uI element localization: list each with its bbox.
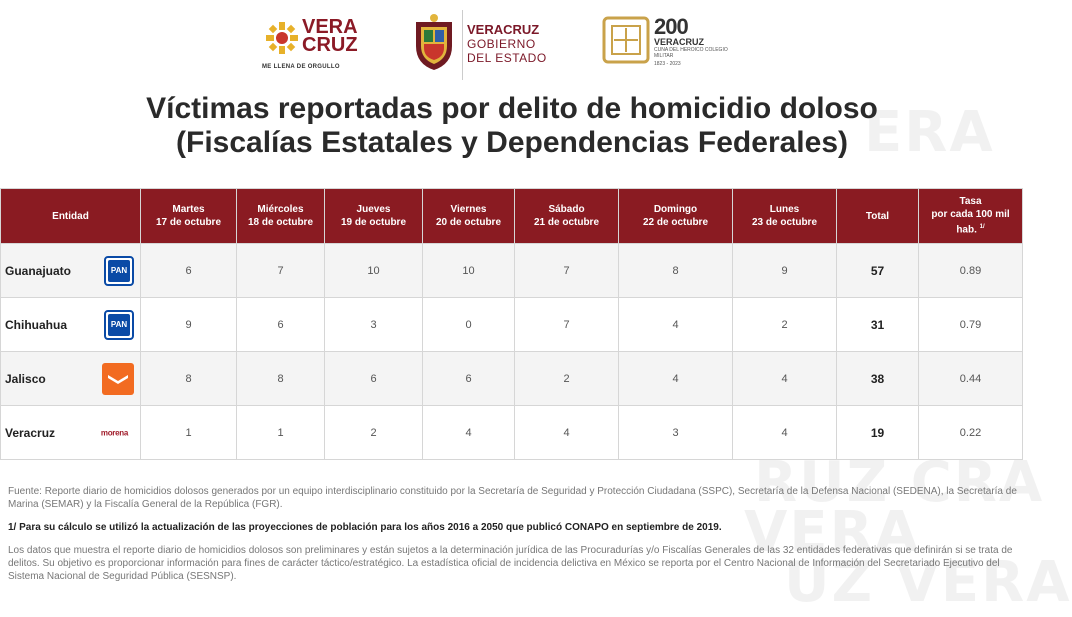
homicide-table bbox=[0, 188, 1023, 460]
pan-party-icon: PAN bbox=[104, 310, 134, 340]
table-row bbox=[1, 298, 1023, 352]
header-logos bbox=[0, 10, 1024, 80]
sun-icon bbox=[266, 22, 298, 54]
value-cell: 4 bbox=[619, 352, 733, 406]
table-header-row bbox=[1, 189, 1023, 244]
total-cell: 57 bbox=[837, 244, 919, 298]
logo-divider bbox=[462, 10, 463, 80]
morena-party-logo: morena bbox=[100, 428, 128, 437]
bicentenario-name: VERACRUZ bbox=[654, 37, 705, 47]
entidad-cell: Chihuahua PAN bbox=[1, 298, 141, 352]
value-cell: 4 bbox=[733, 406, 837, 460]
bicentenario-years: 1823 - 2023 bbox=[654, 61, 681, 67]
page-title bbox=[0, 92, 1024, 160]
tasa-cell: 0.44 bbox=[919, 352, 1023, 406]
value-cell: 7 bbox=[237, 244, 325, 298]
tasa-cell: 0.79 bbox=[919, 298, 1023, 352]
value-cell: 2 bbox=[515, 352, 619, 406]
title-line-1: Víctimas reportadas por delito de homicidio doloso bbox=[146, 92, 878, 125]
value-cell: 4 bbox=[515, 406, 619, 460]
value-cell: 1 bbox=[141, 406, 237, 460]
value-cell: 10 bbox=[423, 244, 515, 298]
coat-of-arms-icon bbox=[410, 12, 458, 72]
colegio-militar-emblem-icon bbox=[602, 16, 650, 64]
value-cell: 4 bbox=[619, 298, 733, 352]
veracruz-logo bbox=[262, 10, 372, 80]
header-total: Total bbox=[837, 189, 919, 244]
header-day: Viernes 20 de octubre bbox=[423, 189, 515, 244]
header-day: Lunes 23 de octubre bbox=[733, 189, 837, 244]
value-cell: 7 bbox=[515, 298, 619, 352]
value-cell: 7 bbox=[515, 244, 619, 298]
entidad-cell: Veracruz morena bbox=[1, 406, 141, 460]
value-cell: 8 bbox=[237, 352, 325, 406]
entidad-cell: Guanajuato PAN bbox=[1, 244, 141, 298]
veracruz-wordmark: VERA CRUZ bbox=[302, 16, 358, 56]
entidad-cell: Jalisco bbox=[1, 352, 141, 406]
value-cell: 9 bbox=[733, 244, 837, 298]
tasa-cell: 0.22 bbox=[919, 406, 1023, 460]
background-watermark: ERA RUZ CRA VERA UZ VERA bbox=[744, 100, 1072, 615]
value-cell: 2 bbox=[733, 298, 837, 352]
gobierno-line3: DEL ESTADO bbox=[467, 51, 547, 65]
pan-party-icon: PAN bbox=[104, 256, 134, 286]
value-cell: 10 bbox=[325, 244, 423, 298]
bicentenario-number: 200 bbox=[654, 14, 688, 39]
value-cell: 8 bbox=[619, 244, 733, 298]
value-cell: 6 bbox=[237, 298, 325, 352]
header-day: Sábado 21 de octubre bbox=[515, 189, 619, 244]
gobierno-line1: VERACRUZ bbox=[467, 22, 540, 37]
disclaimer-note: Los datos que muestra el reporte diario de homicidios dolosos son preliminares y están sujetos a la determinación jurídica de las Procuradurías y/o Fiscalías Generales de las 32 entidades federativas que definirán si se trata de delitos. Su objetivo es proporcionar información para fines de carácter táctico/estratégico. La estadística oficial de incidencia delictiva en México se reporta por el Centro Nacional de Información del Secretariado Ejecutivo del Sistema Nacional de Seguridad Pública (SESNSP). bbox=[8, 545, 1013, 582]
total-cell: 31 bbox=[837, 298, 919, 352]
total-cell: 19 bbox=[837, 406, 919, 460]
tasa-cell: 0.89 bbox=[919, 244, 1023, 298]
header-tasa: Tasa por cada 100 mil hab. $^{1/}$ bbox=[919, 189, 1023, 244]
header-day: Miércoles 18 de octubre bbox=[237, 189, 325, 244]
value-cell: 1 bbox=[237, 406, 325, 460]
value-cell: 2 bbox=[325, 406, 423, 460]
value-cell: 9 bbox=[141, 298, 237, 352]
table-row bbox=[1, 244, 1023, 298]
gobierno-line2: GOBIERNO bbox=[467, 37, 536, 51]
title-line-2: (Fiscalías Estatales y Dependencias Federales) bbox=[176, 126, 848, 159]
veracruz-slogan: ME LLENA DE ORGULLO bbox=[262, 64, 340, 70]
mc-party-icon bbox=[102, 363, 134, 395]
bicentenario-subtitle: CUNA DEL HEROICO COLEGIO MILITAR bbox=[654, 47, 728, 59]
value-cell: 4 bbox=[733, 352, 837, 406]
header-day: Domingo 22 de octubre bbox=[619, 189, 733, 244]
mc-bird-icon bbox=[107, 372, 129, 386]
value-cell: 6 bbox=[325, 352, 423, 406]
value-cell: 6 bbox=[141, 244, 237, 298]
value-cell: 4 bbox=[423, 406, 515, 460]
table-row bbox=[1, 352, 1023, 406]
total-cell: 38 bbox=[837, 352, 919, 406]
source-note: Fuente: Reporte diario de homicidios dolosos generados por un equipo interdisciplinario constituido por la Secretaría de Seguridad y Protección Ciudadana (SSPC), Secretaría de la Defensa Nacional (SEDENA), la Secretaría de Marina (SEMAR) y la Fiscalía General de la República (FGR). bbox=[8, 486, 1017, 510]
footer-notes bbox=[8, 485, 1018, 593]
footnote-1: 1/ Para su cálculo se utilizó la actualización de las proyecciones de población para los años 2016 a 2050 que publicó CONAPO en septiembre de 2019. bbox=[8, 522, 722, 533]
value-cell: 3 bbox=[325, 298, 423, 352]
header-day: Martes 17 de octubre bbox=[141, 189, 237, 244]
value-cell: 6 bbox=[423, 352, 515, 406]
value-cell: 3 bbox=[619, 406, 733, 460]
table-row bbox=[1, 406, 1023, 460]
header-day: Jueves 19 de octubre bbox=[325, 189, 423, 244]
gobierno-logo bbox=[410, 10, 570, 80]
value-cell: 8 bbox=[141, 352, 237, 406]
value-cell: 0 bbox=[423, 298, 515, 352]
header-entidad: Entidad bbox=[1, 189, 141, 244]
bicentenario-logo bbox=[600, 10, 740, 80]
